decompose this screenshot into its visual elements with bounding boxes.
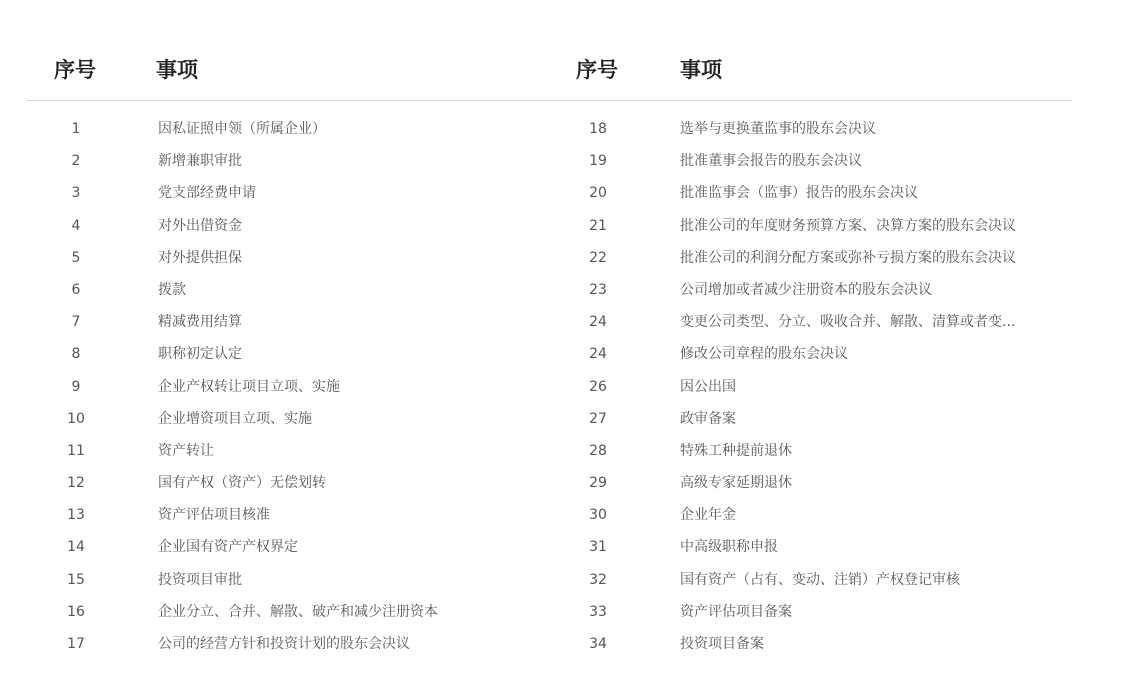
- table-row: [548, 435, 1072, 467]
- table-row: [26, 371, 550, 403]
- row-item: 资产评估项目备案: [680, 603, 792, 620]
- table-row: [26, 531, 550, 563]
- table-row: [548, 499, 1072, 531]
- table-row: [26, 113, 550, 145]
- row-item: 因公出国: [680, 378, 736, 395]
- table-row: [548, 531, 1072, 563]
- row-item: 职称初定认定: [158, 346, 242, 363]
- row-item: 批准董事会报告的股东会决议: [680, 153, 862, 170]
- table-row: [548, 306, 1072, 338]
- row-item: 党支部经费申请: [158, 185, 256, 202]
- row-item: 变更公司类型、分立、吸收合并、解散、清算或者变...: [680, 314, 1016, 331]
- table-row: [548, 371, 1072, 403]
- row-number: 9: [71, 378, 81, 395]
- row-number: 24: [589, 346, 607, 363]
- row-item: 修改公司章程的股东会决议: [680, 346, 848, 363]
- row-number: 29: [589, 475, 607, 492]
- row-number: 21: [589, 217, 607, 234]
- left-column: [26, 113, 550, 660]
- table-row: [548, 628, 1072, 660]
- table-row: [548, 113, 1072, 145]
- table-row: [26, 177, 550, 209]
- row-number: 1: [71, 121, 81, 137]
- row-item: 企业产权转让项目立项、实施: [158, 378, 340, 395]
- header-item-right: 事项: [680, 58, 722, 82]
- row-number: 26: [589, 378, 607, 395]
- row-item: 批准公司的年度财务预算方案、决算方案的股东会决议: [680, 217, 1016, 234]
- table-row: [26, 242, 550, 274]
- row-number: 6: [71, 281, 81, 298]
- row-number: 14: [67, 539, 85, 556]
- row-item: 对外提供担保: [158, 249, 242, 266]
- table-row: [26, 467, 550, 499]
- row-number: 13: [67, 507, 85, 524]
- row-item: 公司增加或者减少注册资本的股东会决议: [680, 281, 932, 298]
- table-row: [548, 210, 1072, 242]
- row-number: 15: [67, 571, 85, 588]
- row-number: 18: [589, 121, 607, 137]
- table-row: [548, 145, 1072, 177]
- row-item: 投资项目审批: [158, 571, 242, 588]
- table-row: [26, 499, 550, 531]
- row-item: 高级专家延期退休: [680, 475, 792, 492]
- row-number: 5: [71, 249, 81, 266]
- row-number: 19: [589, 153, 607, 170]
- table-row: [548, 403, 1072, 435]
- table-row: [26, 210, 550, 242]
- items-table: [26, 40, 1072, 652]
- row-item: 投资项目备案: [680, 636, 764, 652]
- row-item: 选举与更换董监事的股东会决议: [680, 121, 876, 137]
- row-number: 11: [67, 442, 85, 459]
- table-row: [548, 274, 1072, 306]
- table-row: [548, 338, 1072, 370]
- row-number: 31: [589, 539, 607, 556]
- row-item: 企业国有资产产权界定: [158, 539, 298, 556]
- table-row: [548, 564, 1072, 596]
- row-item: 企业年金: [680, 507, 736, 524]
- header-item-left: 事项: [156, 58, 198, 82]
- table-row: [26, 564, 550, 596]
- table-row: [26, 596, 550, 628]
- table-row: [26, 435, 550, 467]
- row-item: 资产转让: [158, 442, 214, 459]
- row-number: 30: [589, 507, 607, 524]
- row-item: 企业分立、合并、解散、破产和减少注册资本: [158, 603, 438, 620]
- row-number: 34: [589, 636, 607, 652]
- row-number: 4: [71, 217, 81, 234]
- row-number: 27: [589, 410, 607, 427]
- row-item: 企业增资项目立项、实施: [158, 410, 312, 427]
- header-no-left: 序号: [54, 58, 96, 82]
- table-row: [548, 467, 1072, 499]
- row-item: 精减费用结算: [158, 314, 242, 331]
- row-item: 政审备案: [680, 410, 736, 427]
- row-number: 3: [71, 185, 81, 202]
- table-row: [548, 177, 1072, 209]
- row-number: 7: [71, 314, 81, 331]
- table-row: [26, 145, 550, 177]
- row-number: 17: [67, 636, 85, 652]
- row-item: 公司的经营方针和投资计划的股东会决议: [158, 636, 410, 652]
- row-number: 28: [589, 442, 607, 459]
- table-row: [548, 596, 1072, 628]
- row-item: 新增兼职审批: [158, 153, 242, 170]
- row-item: 国有产权（资产）无偿划转: [158, 475, 326, 492]
- row-item: 拨款: [158, 281, 186, 298]
- row-number: 22: [589, 249, 607, 266]
- row-item: 批准公司的利润分配方案或弥补亏损方案的股东会决议: [680, 249, 1016, 266]
- row-number: 24: [589, 314, 607, 331]
- row-item: 批准监事会（监事）报告的股东会决议: [680, 185, 918, 202]
- row-number: 16: [67, 603, 85, 620]
- row-number: 33: [589, 603, 607, 620]
- row-item: 中高级职称申报: [680, 539, 778, 556]
- row-item: 因私证照申领（所属企业）: [158, 121, 326, 137]
- table-row: [548, 242, 1072, 274]
- row-number: 32: [589, 571, 607, 588]
- row-item: 对外出借资金: [158, 217, 242, 234]
- table-row: [26, 338, 550, 370]
- table-row: [26, 274, 550, 306]
- row-number: 8: [71, 346, 81, 363]
- row-item: 国有资产（占有、变动、注销）产权登记审核: [680, 571, 960, 588]
- table-row: [26, 403, 550, 435]
- row-number: 12: [67, 475, 85, 492]
- row-item: 资产评估项目核准: [158, 507, 270, 524]
- row-item: 特殊工种提前退休: [680, 442, 792, 459]
- row-number: 10: [67, 410, 85, 427]
- row-number: 20: [589, 185, 607, 202]
- row-number: 2: [71, 153, 81, 170]
- table-header: [26, 40, 1072, 101]
- table-row: [26, 628, 550, 660]
- table-row: [26, 306, 550, 338]
- header-no-right: 序号: [576, 58, 618, 82]
- right-column: [548, 113, 1072, 660]
- row-number: 23: [589, 281, 607, 298]
